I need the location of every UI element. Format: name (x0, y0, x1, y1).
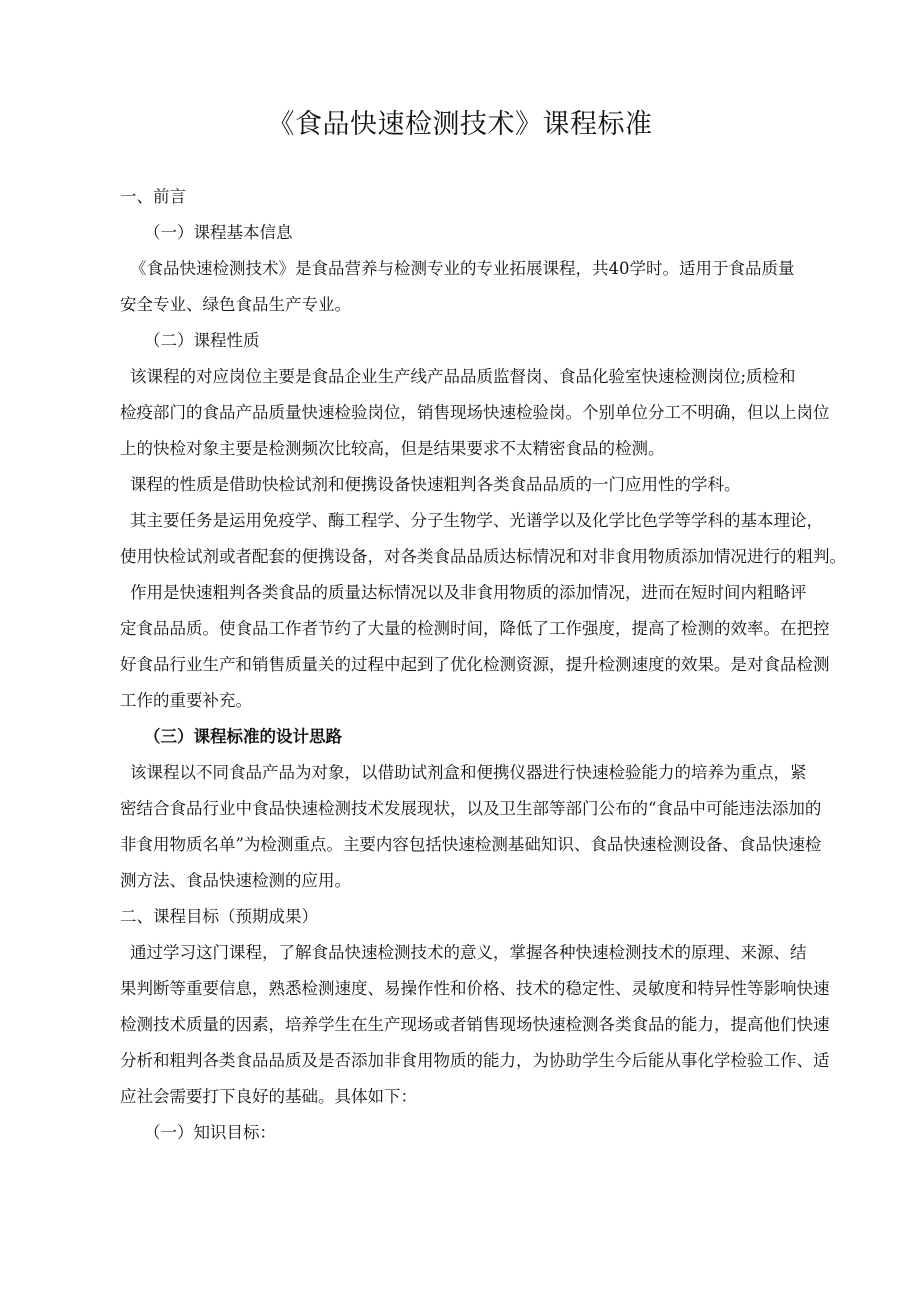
paragraph-line: 该课程以不同食品产品为对象，以借助试剂盒和便携仪器进行快速检验能力的培养为重点，紧 (130, 763, 807, 782)
subheading-design-approach: （三）课程标准的设计思路 (144, 727, 342, 746)
subheading-course-nature: （二）课程性质 (144, 331, 260, 350)
paragraph-line: 果判断等重要信息，熟悉检测速度、易操作性和价格、技术的稳定性、灵敏度和特异性等影响快速 (120, 979, 830, 998)
paragraph-line: 检疫部门的食品产品质量快速检验岗位，销售现场快速检验岗。个别单位分工不明确，但以上岗位 (120, 403, 830, 422)
paragraph-line: 安全专业、绿色食品生产专业。 (120, 295, 351, 314)
paragraph-line: 检测技术质量的因素，培养学生在生产现场或者销售现场快速检测各类食品的能力，提高他们快速 (120, 1015, 830, 1034)
paragraph-line: 密结合食品行业中食品快速检测技术发展现状，以及卫生部等部门公布的“食品中可能违法添加的 (120, 799, 822, 818)
paragraph-line: 非食用物质名单”为检测重点。主要内容包括快速检测基础知识、食品快速检测设备、食品快速检 (120, 835, 822, 854)
paragraph-line: 该课程的对应岗位主要是食品企业生产线产品品质监督岗、食品化验室快速检测岗位;质检和 (130, 367, 796, 386)
paragraph-line: 作用是快速粗判各类食品的质量达标情况以及非食用物质的添加情况，进而在短时间内粗略评 (130, 583, 807, 602)
subheading-knowledge-objectives: （一）知识目标： (144, 1123, 276, 1142)
paragraph-line: 使用快检试剂或者配套的便携设备，对各类食品品质达标情况和对非食用物质添加情况进行的粗判。 (120, 547, 846, 566)
paragraph-line: 定食品品质。使食品工作者节约了大量的检测时间，降低了工作强度，提高了检测的效率。在把控 (120, 619, 830, 638)
paragraph-line: 上的快检对象主要是检测频次比较高，但是结果要求不太精密食品的检测。 (120, 439, 665, 458)
paragraph-line: 通过学习这门课程，了解食品快速检测技术的意义，掌握各种快速检测技术的原理、来源、结 (130, 943, 807, 962)
paragraph-line: 其主要任务是运用免疫学、酶工程学、分子生物学、光谱学以及化学比色学等学科的基本理论， (130, 511, 823, 530)
paragraph-line: 测方法、食品快速检测的应用。 (120, 871, 351, 890)
subheading-basic-info: （一）课程基本信息 (144, 223, 293, 242)
paragraph-line: 分析和粗判各类食品品质及是否添加非食用物质的能力，为协助学生今后能从事化学检验工作、适 (120, 1051, 830, 1070)
paragraph-line: 工作的重要补充。 (120, 691, 252, 710)
paragraph-line: 《食品快速检测技术》是食品营养与检测专业的专业拓展课程，共40学时。适用于食品质量 (130, 259, 795, 278)
paragraph-line: 应社会需要打下良好的基础。具体如下： (120, 1087, 417, 1106)
paragraph-line: 课程的性质是借助快检试剂和便携设备快速粗判各类食品品质的一门应用性的学科。 (130, 475, 741, 494)
paragraph-line: 好食品行业生产和销售质量关的过程中起到了优化检测资源，提升检测速度的效果。是对食品检测 (120, 655, 830, 674)
document-title: 《食品快速检测技术》课程标准 (267, 109, 653, 140)
heading-course-objectives: 二、课程目标（预期成果） (120, 907, 318, 926)
heading-preface: 一、前言 (120, 187, 186, 206)
